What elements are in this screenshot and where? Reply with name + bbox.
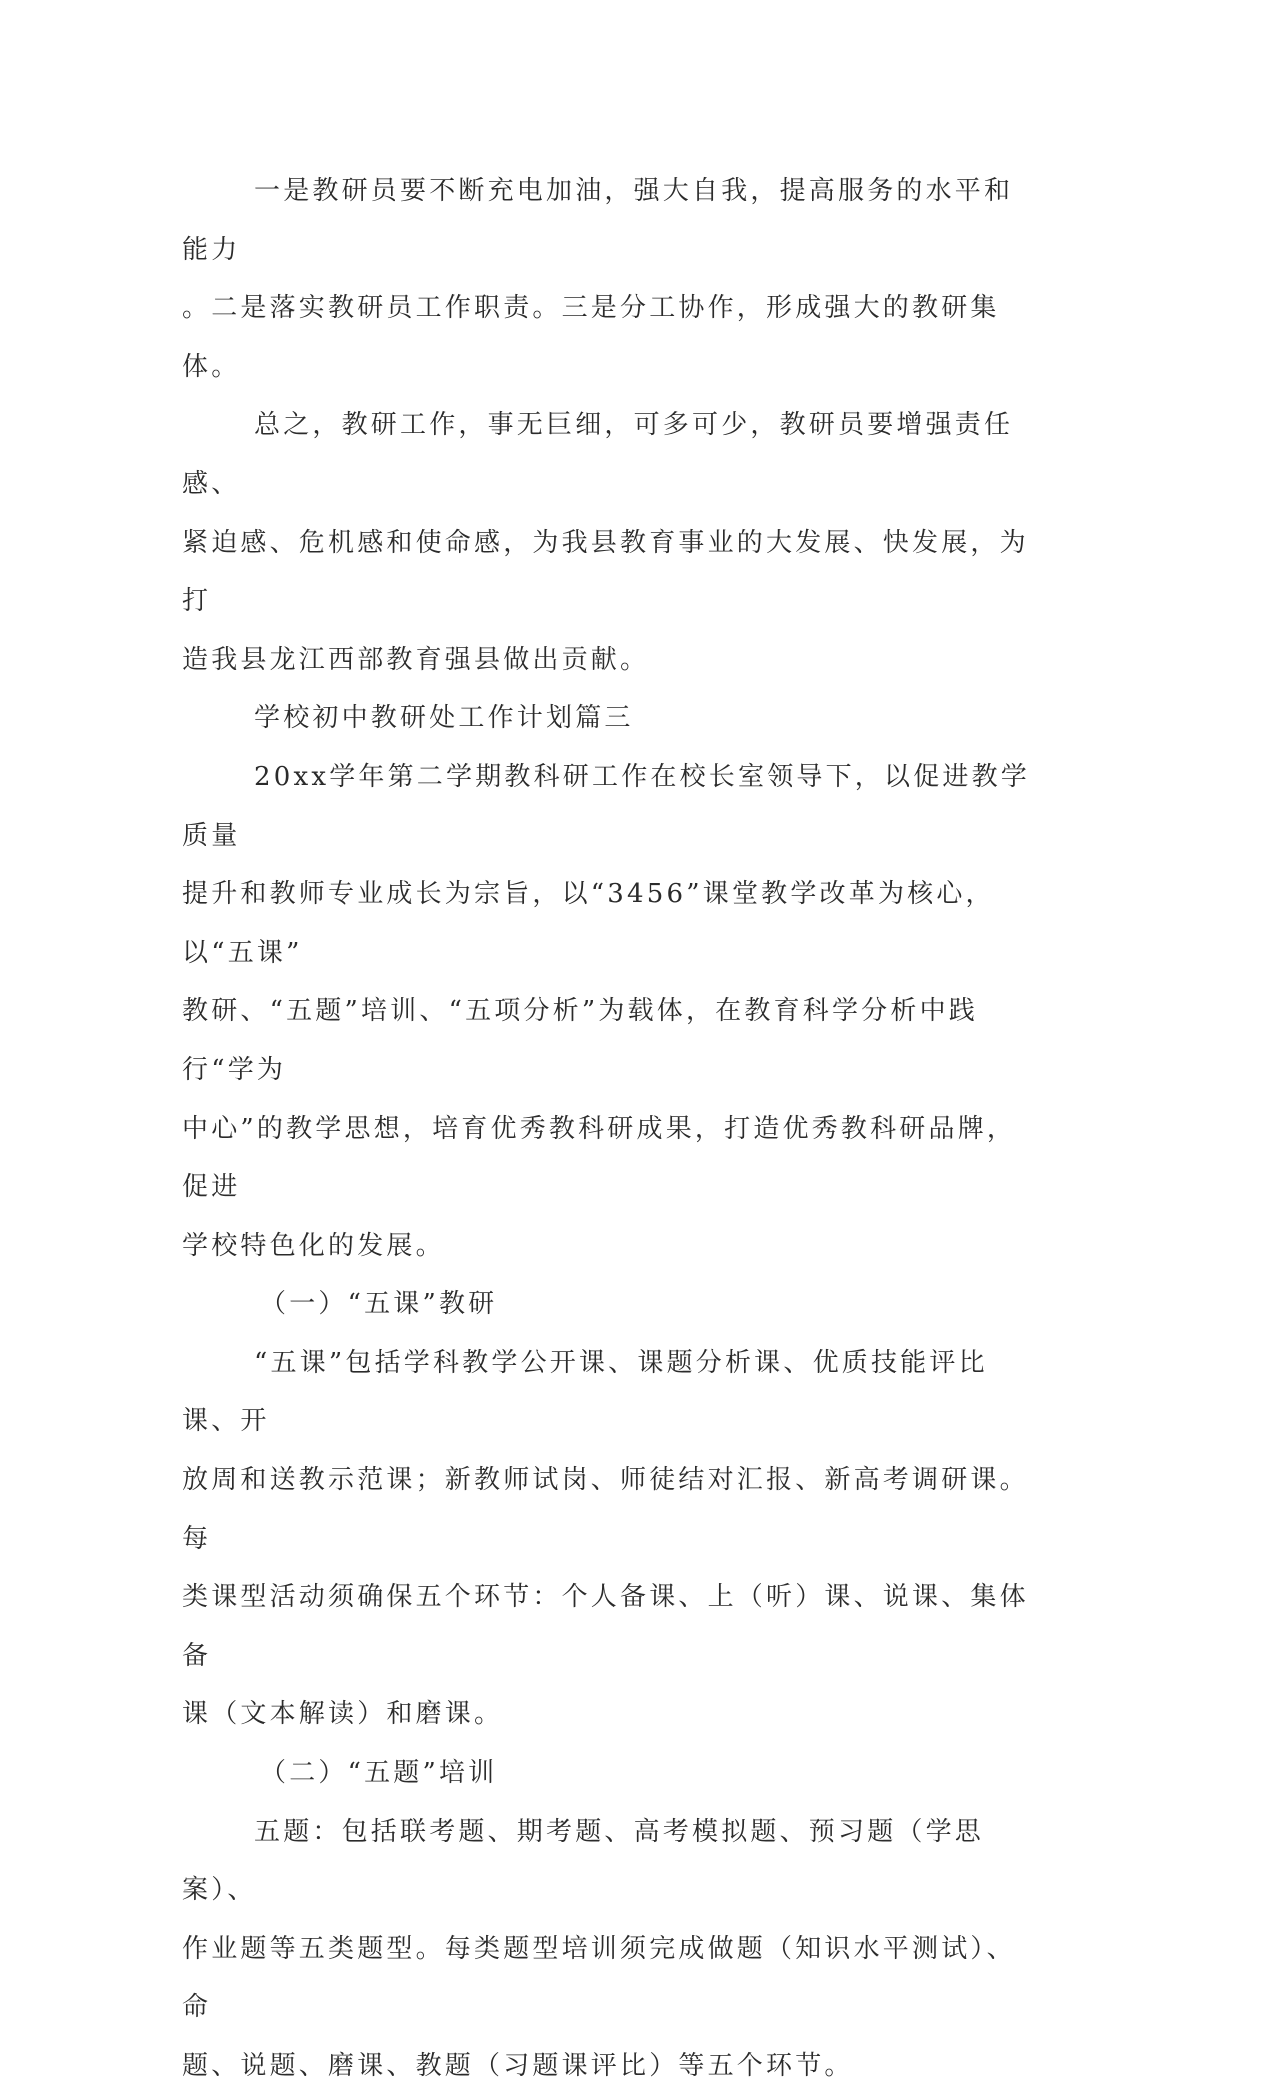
paragraph-conclusion: 总之，教研工作，事无巨细，可多可少，教研员要增强责任感、 紧迫感、危机感和使命感，为我县教育事业的大发展、快发展，为打 造我县龙江西部教育强县做出贡献。 xyxy=(182,410,1029,675)
paragraph-semester-overview: 20xx学年第二学期教科研工作在校长室领导下，以促进教学质量 提升和教师专业成长为宗旨，以“3456”课堂教学改革为核心，以“五课” 教研、“五题”培训、“五项分析”为载体，在教育科学分析中践行“学为 中心”的教学思想，培育优秀教科研成果，打造优秀教科研品牌，促进 学校特色化的发展。 xyxy=(182,761,1031,1261)
section-title: 学校初中教研处工作计划篇三 xyxy=(254,703,634,734)
paragraph-five-lessons: “五课”包括学科教学公开课、课题分析课、优质技能评比课、开 放周和送教示范课；新教师试岗、师徒结对汇报、新高考调研课。每 类课型活动须确保五个环节：个人备课、上（听）课、说课、集体备 课（文本解读）和磨课。 xyxy=(182,1347,1029,1730)
subheading-five-questions: （二）“五题”培训 xyxy=(260,1758,498,1789)
document-body xyxy=(182,162,1042,2096)
paragraph-five-questions: 五题：包括联考题、期考题、高考模拟题、预习题（学思案）、 作业题等五类题型。每类题型培训须完成做题（知识水平测试）、命 题、说题、磨课、教题（习题课评比）等五个环节。 xyxy=(182,1816,1016,2081)
paragraph-staff-measures: 一是教研员要不断充电加油，强大自我，提高服务的水平和能力 。二是落实教研员工作职责。三是分工协作，形成强大的教研集体。 xyxy=(182,176,1014,382)
subheading-five-lessons: （一）“五课”教研 xyxy=(260,1289,498,1320)
